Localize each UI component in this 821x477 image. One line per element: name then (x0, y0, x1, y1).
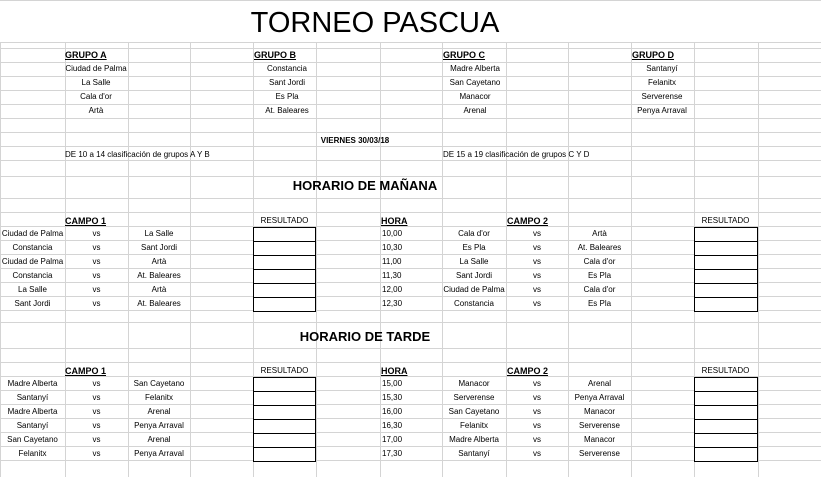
group-c-header: GRUPO C (443, 50, 486, 60)
campo2-vs: vs (533, 257, 541, 266)
morning-resultado1-header: RESULTADO (260, 216, 309, 225)
campo2-vs: vs (533, 393, 541, 402)
campo2-away-team: Serverense (579, 421, 620, 430)
group-b-team: Constancia (266, 64, 308, 73)
campo2-result-box[interactable] (694, 405, 758, 420)
campo1-vs: vs (92, 257, 101, 266)
campo1-away-team: Artà (151, 285, 167, 294)
campo1-vs: vs (92, 299, 101, 308)
campo2-home-team: Es Pla (462, 243, 486, 252)
campo2-home-team: Madre Alberta (449, 435, 499, 444)
campo2-vs: vs (533, 285, 541, 294)
group-a-team: Cala d'or (80, 92, 112, 101)
campo1-result-box[interactable] (253, 255, 316, 270)
campo2-result-box[interactable] (694, 241, 758, 256)
campo1-away-team: Penya Arraval (134, 421, 184, 430)
campo2-home-team: La Salle (459, 257, 489, 266)
match-time: 12,00 (382, 285, 403, 294)
campo1-away-team: At. Baleares (137, 271, 181, 280)
campo2-result-box[interactable] (694, 419, 758, 434)
campo1-result-box[interactable] (253, 283, 316, 298)
campo2-home-team: Felanitx (459, 421, 488, 430)
match-time: 11,00 (382, 257, 402, 266)
campo2-result-box[interactable] (694, 391, 758, 406)
campo1-result-box[interactable] (253, 433, 316, 448)
campo2-home-team: Ciudad de Palma (443, 285, 505, 294)
campo1-home-team: Felanitx (18, 449, 47, 458)
campo2-vs: vs (533, 299, 541, 308)
campo1-vs: vs (92, 243, 101, 252)
campo1-home-team: Santanyí (16, 421, 49, 430)
group-c-team: Manacor (459, 92, 491, 101)
campo1-away-team: At. Baleares (137, 299, 181, 308)
group-b-header: GRUPO B (254, 50, 297, 60)
campo2-home-team: Serverense (453, 393, 495, 402)
campo1-vs: vs (92, 393, 101, 402)
campo2-away-team: Cala d'or (583, 257, 616, 266)
campo1-result-box[interactable] (253, 419, 316, 434)
campo2-vs: vs (533, 271, 541, 280)
campo2-away-team: Serverense (579, 449, 620, 458)
campo2-away-team: Penya Arraval (574, 393, 625, 402)
tournament-title: TORNEO PASCUA (250, 7, 500, 39)
campo2-away-team: Artà (592, 229, 607, 238)
campo2-away-team: At. Baleares (577, 243, 622, 252)
campo1-result-box[interactable] (253, 227, 316, 242)
event-date: VIERNES 30/03/18 (320, 136, 390, 145)
campo1-home-team: San Cayetano (7, 435, 58, 444)
campo1-home-team: Madre Alberta (7, 407, 58, 416)
afternoon-section-title: HORARIO DE TARDE (299, 329, 431, 344)
campo1-vs: vs (92, 271, 101, 280)
match-time: 16,00 (382, 407, 403, 416)
match-time: 10,30 (382, 243, 403, 252)
group-d-team: Felanitx (647, 78, 676, 87)
campo2-result-box[interactable] (694, 377, 758, 392)
morning-campo2-header: CAMPO 2 (507, 216, 549, 226)
campo1-home-team: Ciudad de Palma (1, 257, 64, 266)
campo1-home-team: Sant Jordi (14, 299, 51, 308)
campo2-away-team: Manacor (583, 407, 616, 416)
afternoon-resultado2-header: RESULTADO (701, 366, 750, 375)
campo1-home-team: Constancia (12, 243, 53, 252)
campo2-home-team: San Cayetano (448, 407, 500, 416)
campo1-vs: vs (92, 229, 101, 238)
group-b-team: At. Baleares (265, 106, 309, 115)
group-d-team: Penya Arraval (637, 106, 687, 115)
campo1-home-team: Constancia (12, 271, 53, 280)
campo1-away-team: Artà (151, 257, 167, 266)
campo1-result-box[interactable] (253, 405, 316, 420)
campo2-home-team: Santanyí (458, 449, 490, 458)
group-a-team: Artà (88, 106, 104, 115)
campo1-result-box[interactable] (253, 391, 316, 406)
match-time: 16,30 (382, 421, 403, 430)
group-c-team: Arenal (463, 106, 487, 115)
campo2-vs: vs (533, 243, 541, 252)
campo2-result-box[interactable] (694, 255, 758, 270)
campo2-result-box[interactable] (694, 227, 758, 242)
campo1-away-team: Arenal (147, 435, 171, 444)
campo2-result-box[interactable] (694, 297, 758, 312)
match-time: 15,00 (382, 379, 403, 388)
group-d-team: Santanyí (646, 64, 678, 73)
campo1-vs: vs (92, 435, 101, 444)
morning-section-title: HORARIO DE MAÑANA (292, 178, 438, 193)
afternoon-resultado1-header: RESULTADO (260, 366, 309, 375)
morning-hora-header: HORA (381, 216, 408, 226)
group-a-team: Ciudad de Palma (65, 64, 127, 73)
campo2-result-box[interactable] (694, 269, 758, 284)
group-d-team: Serverense (641, 92, 683, 101)
campo1-vs: vs (92, 379, 101, 388)
campo1-away-team: Arenal (147, 407, 171, 416)
campo2-result-box[interactable] (694, 433, 758, 448)
group-c-team: San Cayetano (449, 78, 501, 87)
campo1-result-box[interactable] (253, 241, 316, 256)
campo1-result-box[interactable] (253, 377, 316, 392)
campo2-home-team: Constancia (453, 299, 495, 308)
campo1-away-team: La Salle (144, 229, 174, 238)
campo1-away-team: Penya Arraval (134, 449, 184, 458)
campo2-away-team: Es Pla (587, 299, 612, 308)
campo1-home-team: Santanyí (16, 393, 49, 402)
afternoon-campo1-header: CAMPO 1 (65, 366, 107, 376)
note-groups-ab: DE 10 a 14 clasificación de grupos A Y B (65, 150, 210, 159)
group-a-header: GRUPO A (65, 50, 107, 60)
group-a-team: La Salle (81, 78, 111, 87)
campo1-vs: vs (92, 449, 101, 458)
campo2-result-box[interactable] (694, 447, 758, 462)
campo2-away-team: Es Pla (587, 271, 612, 280)
match-time: 11,30 (382, 271, 402, 280)
campo1-result-box[interactable] (253, 297, 316, 312)
morning-campo1-header: CAMPO 1 (65, 216, 107, 226)
campo2-vs: vs (533, 379, 541, 388)
group-b-team: Es Pla (275, 92, 299, 101)
afternoon-hora-header: HORA (381, 366, 408, 376)
campo2-away-team: Arenal (587, 379, 612, 388)
group-b-team: Sant Jordi (268, 78, 306, 87)
campo2-away-team: Manacor (583, 435, 616, 444)
campo2-vs: vs (533, 229, 541, 238)
campo2-vs: vs (533, 449, 541, 458)
match-time: 15,30 (382, 393, 403, 402)
campo1-result-box[interactable] (253, 269, 316, 284)
campo1-home-team: Madre Alberta (7, 379, 58, 388)
campo2-vs: vs (533, 407, 541, 416)
campo1-vs: vs (92, 421, 101, 430)
campo1-vs: vs (92, 285, 101, 294)
match-time: 17,00 (382, 435, 403, 444)
campo2-result-box[interactable] (694, 283, 758, 298)
note-groups-cd: DE 15 a 19 clasificación de grupos C Y D (443, 150, 590, 159)
match-time: 12,30 (382, 299, 403, 308)
campo2-vs: vs (533, 435, 541, 444)
campo1-result-box[interactable] (253, 447, 316, 462)
match-time: 10,00 (382, 229, 403, 238)
campo1-home-team: La Salle (18, 285, 47, 294)
campo1-home-team: Ciudad de Palma (1, 229, 64, 238)
campo2-home-team: Manacor (458, 379, 490, 388)
campo2-away-team: Cala d'or (583, 285, 616, 294)
campo1-away-team: Sant Jordi (140, 243, 178, 252)
campo2-home-team: Cala d'or (458, 229, 490, 238)
match-time: 17,30 (382, 449, 403, 458)
group-d-header: GRUPO D (632, 50, 675, 60)
campo2-vs: vs (533, 421, 541, 430)
campo2-home-team: Sant Jordi (455, 271, 493, 280)
group-c-team: Madre Alberta (450, 64, 500, 73)
campo1-away-team: San Cayetano (133, 379, 185, 388)
afternoon-campo2-header: CAMPO 2 (507, 366, 549, 376)
campo1-away-team: Felanitx (144, 393, 173, 402)
campo1-vs: vs (92, 407, 101, 416)
morning-resultado2-header: RESULTADO (701, 216, 750, 225)
